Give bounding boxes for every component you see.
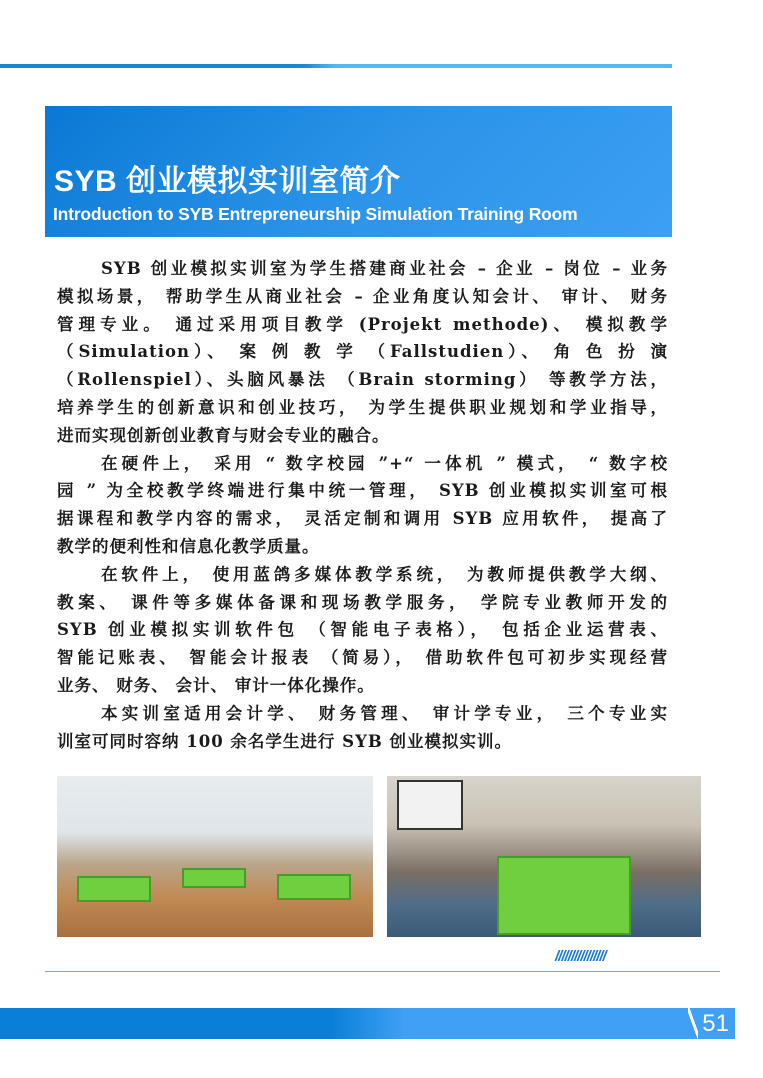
desk-shape	[277, 874, 351, 900]
text-line: 本实训室适用会计学、 财务管理、 审计学专业， 三个专业实	[101, 703, 668, 723]
desk-shape	[182, 868, 246, 888]
desk-shape	[497, 856, 631, 935]
projector-screen	[397, 780, 463, 830]
bottom-rule	[45, 971, 720, 972]
text-line: 据课程和教学内容的需求， 灵活定制和调用 SYB 应用软件， 提高了	[57, 509, 668, 529]
page-title: SYB 创业模拟实训室简介	[54, 165, 401, 198]
text-line: 训室可同时容纳 100 余名学生进行 SYB 创业模拟实训。	[57, 731, 513, 751]
footer-bar	[0, 1008, 735, 1039]
text-line: 管理专业。 通过采用项目教学 (Projekt methode)、 模拟教学	[57, 314, 668, 334]
desk-shape	[77, 876, 151, 902]
text-line: 在硬件上， 采用 “ 数字校园 ”+“ 一体机 ” 模式， “ 数字校	[101, 453, 668, 473]
training-room-photo	[57, 776, 373, 937]
text-line: 教学的便利性和信息化教学质量。	[57, 536, 320, 556]
text-line: 园 ” 为全校教学终端进行集中统一管理， SYB 创业模拟实训室可根	[57, 481, 668, 501]
page-number: 51	[688, 1008, 729, 1039]
text-line: 业务、 财务、 会计、 审计一体化操作。	[57, 675, 375, 695]
top-rule	[0, 64, 672, 68]
text-line: SYB 创业模拟实训室为学生搭建商业社会 – 企业 – 岗位 – 业务	[101, 259, 668, 278]
text-line: 模拟场景， 帮助学生从商业社会 – 企业角度认知会计、 审计、 财务	[57, 286, 668, 306]
text-line: 培养学生的创新意识和创业技巧， 为学生提供职业规划和学业指导，	[57, 397, 668, 417]
text-line: SYB 创业模拟实训软件包 （智能电子表格）， 包括企业运营表、	[57, 620, 668, 640]
text-line: 在软件上， 使用蓝鸽多媒体教学系统， 为教师提供教学大纲、	[101, 564, 668, 584]
body-text	[57, 255, 668, 755]
text-line: 进而实现创新创业教育与财会专业的融合。	[57, 425, 390, 445]
text-line: 智能记账表、 智能会计报表 （简易）， 借助软件包可初步实现经营	[57, 648, 668, 668]
decorative-slashes: ////////////////	[555, 948, 606, 965]
text-line: 教案、 课件等多媒体备课和现场教学服务， 学院专业教师开发的	[57, 592, 668, 612]
title-banner	[45, 106, 672, 237]
text-line: （Simulation）、 案 例 教 学 （Fallstudien）、 角 色 扮 演	[57, 342, 668, 362]
class-session-photo	[387, 776, 701, 937]
text-line: （Rollenspiel）、头脑风暴法 （Brain storming） 等教学方法，	[57, 370, 668, 390]
page-subtitle: Introduction to SYB Entrepreneurship Simulation Training Room	[53, 204, 578, 224]
